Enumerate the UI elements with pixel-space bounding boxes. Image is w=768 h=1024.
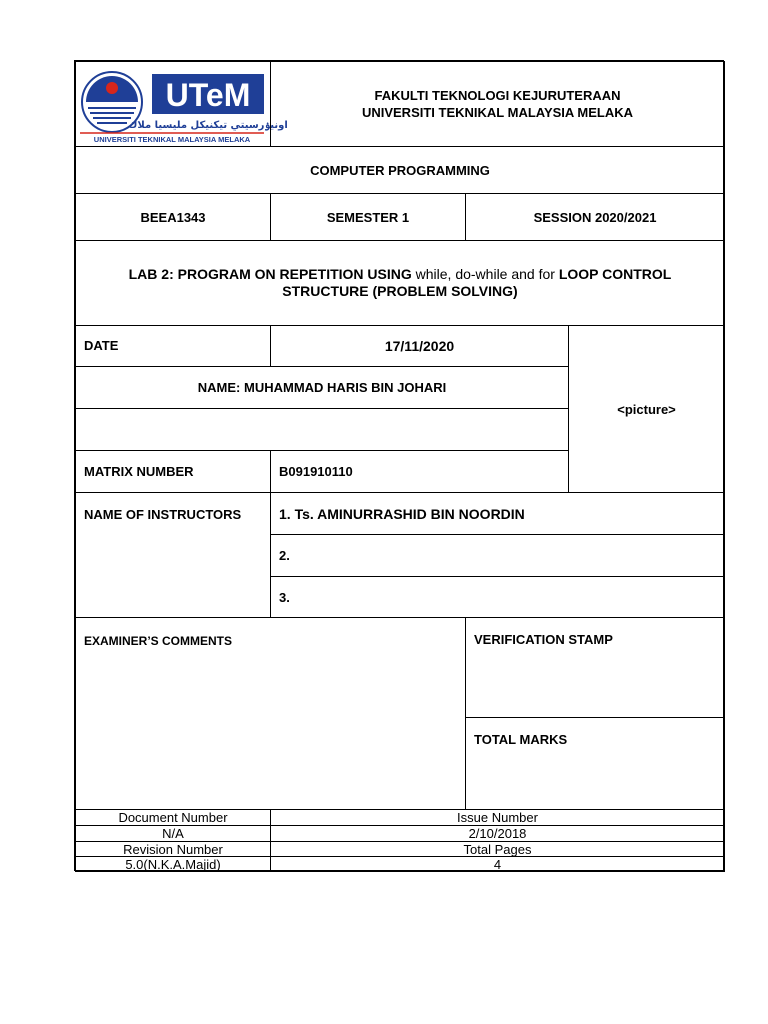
issue-number-value-cell [270, 825, 725, 842]
date-value-cell [270, 325, 569, 367]
university-name: UNIVERSITI TEKNIKAL MALAYSIA MELAKA [361, 105, 634, 120]
empty-row-cell [75, 408, 569, 451]
revision-number-label-cell [75, 841, 271, 857]
matrix-value: B091910110 [279, 464, 353, 479]
date-label-cell [75, 325, 271, 367]
date-value: 17/11/2020 [384, 338, 455, 354]
revision-number-label: Revision Number [123, 841, 223, 857]
course-name-cell [75, 146, 725, 194]
picture-placeholder: <picture> [617, 401, 676, 417]
instructor-row-3 [270, 576, 725, 618]
matrix-label-cell [75, 450, 271, 493]
semester-cell [270, 193, 466, 241]
utem-logo [78, 66, 288, 146]
instructor-row-1 [270, 492, 725, 535]
logo-cell [75, 61, 288, 147]
instructors-label: NAME OF INSTRUCTORS [84, 507, 242, 522]
total-pages-label: Total Pages [463, 841, 532, 857]
total-marks-cell [465, 717, 725, 810]
examiner-comments-cell [75, 617, 466, 810]
total-pages-label-cell [270, 841, 725, 857]
revision-number-value: 5.0(N.K.A.Majid) [125, 856, 221, 872]
document-number-label-cell [75, 809, 271, 826]
course-code: BEEA1343 [140, 209, 206, 225]
instructor-2: 2. [279, 548, 290, 563]
course-name: COMPUTER PROGRAMMING [310, 162, 490, 178]
document-number-value: N/A [162, 826, 184, 841]
semester: SEMESTER 1 [326, 209, 410, 225]
issue-number-label: Issue Number [457, 810, 538, 825]
faculty-name: FAKULTI TEKNOLOGI KEJURUTERAAN [374, 88, 621, 103]
picture-cell [568, 325, 725, 493]
matrix-value-cell [270, 450, 569, 493]
instructor-3: 3. [279, 589, 290, 605]
logo-text: UTeM [165, 77, 251, 113]
instructors-label-cell [75, 492, 271, 618]
instructor-row-2 [270, 534, 725, 577]
issue-number-label-cell [270, 809, 725, 826]
lab-title-cell [75, 240, 725, 326]
session-cell [465, 193, 725, 241]
name-cell [75, 366, 569, 409]
verification-stamp-cell [465, 617, 725, 718]
logo-jawi-text: اونيۏرسيتي تيكنيكل مليسيا ملاك [128, 120, 288, 131]
lab-title-part1: LAB 2: PROGRAM ON REPETITION USING [128, 266, 412, 282]
lab-cover-form [74, 60, 724, 871]
issue-number-value: 2/10/2018 [468, 826, 527, 841]
lab-title [76, 266, 724, 300]
lab-title-part2: while, do-while and for [411, 266, 559, 282]
faculty-header-cell [270, 61, 725, 147]
instructor-1: 1. Ts. AMINURRASHID BIN NOORDIN [279, 505, 525, 522]
lab-title-part3: LOOP CONTROL STRUCTURE (PROBLEM SOLVING) [282, 266, 672, 299]
student-name: NAME: MUHAMMAD HARIS BIN JOHARI [197, 380, 447, 395]
session: SESSION 2020/2021 [533, 209, 657, 225]
revision-number-value-cell [75, 856, 271, 872]
examiner-comments-label: EXAMINER’S COMMENTS [84, 634, 233, 648]
document-number-value-cell [75, 825, 271, 842]
total-pages-value-cell [270, 856, 725, 872]
verification-stamp-label: VERIFICATION STAMP [474, 632, 613, 647]
total-pages-value: 4 [493, 856, 502, 872]
date-label: DATE [84, 338, 119, 353]
matrix-label: MATRIX NUMBER [84, 464, 194, 479]
course-code-cell [75, 193, 271, 241]
total-marks-label: TOTAL MARKS [474, 732, 568, 747]
logo-caption: UNIVERSITI TEKNIKAL MALAYSIA MELAKA [93, 135, 251, 144]
document-number-label: Document Number [118, 810, 228, 825]
